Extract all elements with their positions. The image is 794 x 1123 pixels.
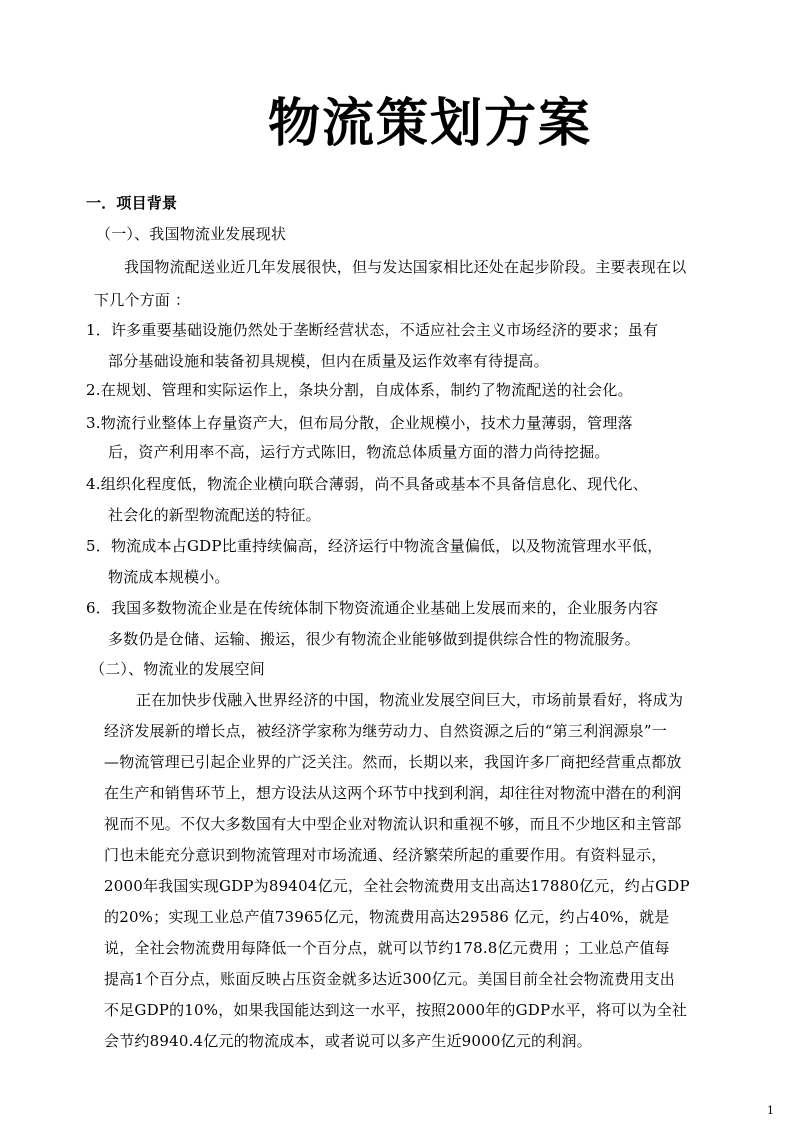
list-item-1-line-1: 1．许多重要基础设施仍然处于垄断经营状态，不适应社会主义市场经济的要求；虽有 (86, 321, 659, 339)
intro-line-2: 下几个方面 ： (94, 291, 191, 309)
list-item-6-line-1: 6．我国多数物流企业是在传统体制下物资流通企业基础上发展而来的，企业服务内容 (86, 599, 659, 617)
paragraph-line-6: 门也未能充分意识到物流管理对市场流通、经济繁荣所起的重要作用。有资料显示， (104, 846, 667, 864)
list-item-3-line-1: 3.物流行业整体上存量资产大，但布局分散，企业规模小，技术力量薄弱，管理落 (86, 414, 633, 432)
paragraph-line-4: 在生产和销售环节上，想方设法从这两个环节中找到利润，却往往对物流中潜在的利润 (104, 784, 682, 802)
paragraph-line-7: 2000年我国实现GDP为89404亿元，全社会物流费用支出高达17880亿元，约占GDP (104, 877, 690, 895)
list-item-4-line-2: 社会化的新型物流配送的特征。 (108, 506, 321, 524)
paragraph-line-12: 会节约8940.4亿元的物流成本，或者说可以多产生近9000亿元的利润。 (104, 1032, 592, 1050)
paragraph-line-2: 经济发展新的增长点，被经济学家称为继劳动力、自然资源之后的“第三利润源泉”一 (104, 722, 667, 740)
paragraph-line-5: 视而不见。不仅大多数国有大中型企业对物流认识和重视不够，而且不少地区和主管部 (104, 815, 682, 833)
list-item-2: 2.在规划、管理和实际运作上，条块分割，自成体系，制约了物流配送的社会化。 (86, 381, 633, 399)
list-item-1-line-2: 部分基础设施和装备初具规模，但内在质量及运作效率有待提高。 (108, 352, 549, 370)
paragraph-line-9: 说，全社会物流费用每降低一个百分点，就可以节约178.8亿元费用 ；工业总产值每 (104, 939, 670, 957)
page-number: 1 (767, 1104, 774, 1117)
list-item-5-line-1: 5．物流成本占GDP比重持续偏高，经济运行中物流含量偏低，以及物流管理水平低， (86, 537, 663, 555)
paragraph-line-8: 的20%；实现工业总产值73965亿元，物流费用高达29586 亿元，约占40%，就是 (104, 908, 670, 926)
section-heading-background: 一．项目背景 (86, 194, 178, 212)
list-item-6-line-2: 多数仍是仓储、运输、搬运，很少有物流企业能够做到提供综合性的物流服务。 (108, 630, 641, 648)
paragraph-line-1: 正在加快步伐融入世界经济的中国，物流业发展空间巨大，市场前景看好，将成为 (136, 691, 684, 709)
subsection-heading-status: （一）、我国物流业发展现状 (96, 225, 287, 243)
list-item-5-line-2: 物流成本规模小。 (108, 568, 230, 586)
paragraph-line-10: 提高1个百分点，账面反映占压资金就多达近300亿元。美国目前全社会物流费用支出 (104, 970, 675, 988)
document-title: 物流策划方案 (268, 93, 593, 154)
intro-line-1: 我国物流配送业近几年发展很快，但与发达国家相比还处在起步阶段。主要表现在以 (124, 258, 687, 276)
list-item-3-line-2: 后，资产利用率不高，运行方式陈旧，物流总体质量方面的潜力尚待挖掘。 (108, 443, 610, 461)
paragraph-line-3: —物流管理已引起企业界的广泛关注。然而，长期以来，我国许多厂商把经营重点都放 (104, 753, 682, 771)
paragraph-line-11: 不足GDP的10%，如果我国能达到这一水平，按照2000年的GDP水平，将可以为全社 (104, 1001, 688, 1019)
subsection-heading-space: （二）、物流业的发展空间 (90, 660, 265, 678)
list-item-4-line-1: 4.组织化程度低，物流企业横向联合薄弱，尚不具备或基本不具备信息化、现代化、 (86, 475, 648, 493)
